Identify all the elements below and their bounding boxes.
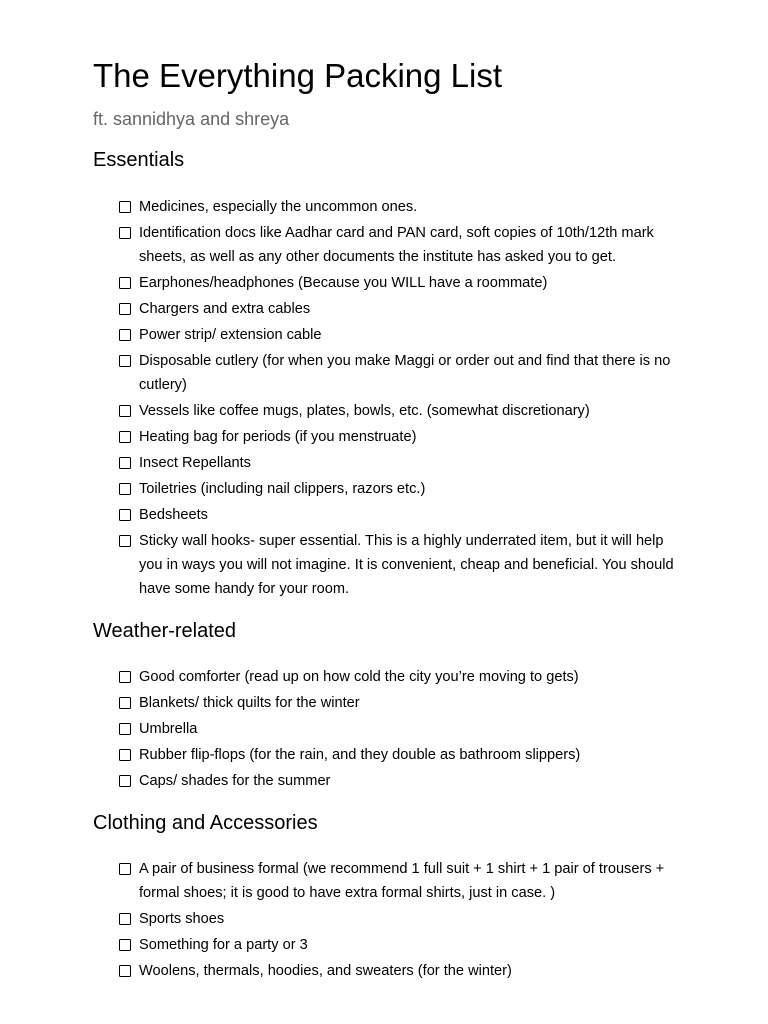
checklist-item: Heating bag for periods (if you menstruate) <box>119 425 679 449</box>
checkbox-icon[interactable] <box>119 483 131 495</box>
checkbox-icon[interactable] <box>119 913 131 925</box>
checklist-item: Sticky wall hooks- super essential. This is a highly underrated item, but it will help you in ways you will not imagine. It is convenient, cheap and beneficial. You should have some handy for your room. <box>119 529 679 601</box>
checklist-weather <box>119 665 679 795</box>
checkbox-icon[interactable] <box>119 227 131 239</box>
section-heading-weather: Weather-related <box>93 620 237 642</box>
checklist-item: Earphones/headphones (Because you WILL have a roommate) <box>119 271 679 295</box>
checkbox-icon[interactable] <box>119 535 131 547</box>
checkbox-icon[interactable] <box>119 697 131 709</box>
checkbox-icon[interactable] <box>119 457 131 469</box>
checkbox-icon[interactable] <box>119 863 131 875</box>
checkbox-icon[interactable] <box>119 749 131 761</box>
checklist-item: Woolens, thermals, hoodies, and sweaters (for the winter) <box>119 959 679 983</box>
checklist-item: Bedsheets <box>119 503 679 527</box>
checklist-item: Good comforter (read up on how cold the city you’re moving to gets) <box>119 665 679 689</box>
checkbox-icon[interactable] <box>119 965 131 977</box>
section-heading-clothing: Clothing and Accessories <box>93 812 318 834</box>
checkbox-icon[interactable] <box>119 775 131 787</box>
checklist-item: Identification docs like Aadhar card and PAN card, soft copies of 10th/12th mark sheets, as well as any other documents the institute has asked you to get. <box>119 221 679 269</box>
checklist-item: A pair of business formal (we recommend 1 full suit + 1 shirt + 1 pair of trousers + formal shoes; it is good to have extra formal shirts, just in case. ) <box>119 857 679 905</box>
checklist-item: Something for a party or 3 <box>119 933 679 957</box>
checklist-item: Disposable cutlery (for when you make Maggi or order out and find that there is no cutlery) <box>119 349 679 397</box>
checklist-item: Chargers and extra cables <box>119 297 679 321</box>
checkbox-icon[interactable] <box>119 303 131 315</box>
checkbox-icon[interactable] <box>119 277 131 289</box>
checkbox-icon[interactable] <box>119 405 131 417</box>
section-heading-essentials: Essentials <box>93 149 185 171</box>
checklist-item: Umbrella <box>119 717 679 741</box>
checkbox-icon[interactable] <box>119 355 131 367</box>
checklist-item: Vessels like coffee mugs, plates, bowls, etc. (somewhat discretionary) <box>119 399 679 423</box>
checklist-item: Insect Repellants <box>119 451 679 475</box>
checkbox-icon[interactable] <box>119 201 131 213</box>
checklist-item: Sports shoes <box>119 907 679 931</box>
checklist-item: Caps/ shades for the summer <box>119 769 679 793</box>
checkbox-icon[interactable] <box>119 509 131 521</box>
checkbox-icon[interactable] <box>119 431 131 443</box>
checklist-item: Power strip/ extension cable <box>119 323 679 347</box>
checklist-item: Blankets/ thick quilts for the winter <box>119 691 679 715</box>
document-subtitle: ft. sannidhya and shreya <box>93 109 290 129</box>
checklist-clothing <box>119 857 679 985</box>
checkbox-icon[interactable] <box>119 939 131 951</box>
checklist-item: Medicines, especially the uncommon ones. <box>119 195 679 219</box>
checkbox-icon[interactable] <box>119 329 131 341</box>
checklist-essentials <box>119 195 679 603</box>
checkbox-icon[interactable] <box>119 671 131 683</box>
checklist-item: Rubber flip-flops (for the rain, and they double as bathroom slippers) <box>119 743 679 767</box>
checkbox-icon[interactable] <box>119 723 131 735</box>
document-title: The Everything Packing List <box>93 57 503 94</box>
checklist-item: Toiletries (including nail clippers, razors etc.) <box>119 477 679 501</box>
